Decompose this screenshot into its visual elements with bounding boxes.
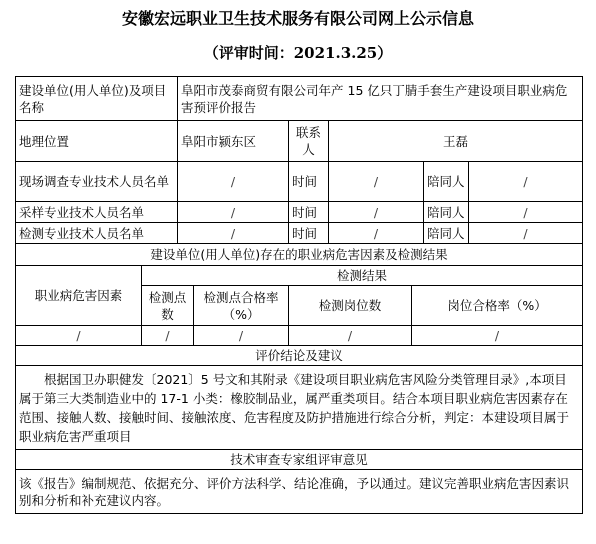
contact-label: 联系人: [289, 121, 329, 162]
conclusion-text: 根据国卫办职健发〔2021〕5 号文和其附录《建设项目职业病危害风险分类管理目录》,本项目属于第三大类制造业中的 17-1 小类：橡胶制品业，属严重类项目。结合本项目职业病危害因素存在范围、接触人数、接触时间、接触浓度、危害程度及防护措施进行综合分析，判定：本建设项目属于职业病危害严重项目: [16, 366, 583, 450]
location-label: 地理位置: [16, 121, 178, 162]
positions-cell: /: [289, 326, 412, 346]
review-title: 技术审查专家组评审意见: [16, 450, 583, 470]
review-section-row: [16, 450, 583, 470]
contact-value: 王磊: [329, 121, 583, 162]
survey-row: [16, 162, 583, 202]
testing-companion: /: [469, 223, 583, 244]
survey-time-label: 时间: [289, 162, 329, 202]
conclusion-title: 评价结论及建议: [16, 346, 583, 366]
survey-time: /: [329, 162, 424, 202]
conclusion-section-row: [16, 346, 583, 366]
project-label: 建设单位(用人单位)及项目名称: [16, 77, 178, 121]
conclusion-row: [16, 366, 583, 450]
factor-header: 职业病危害因素: [16, 266, 142, 326]
review-row: [16, 470, 583, 514]
project-value: 阜阳市茂泰商贸有限公司年产 15 亿只丁腈手套生产建设项目职业病危害预评价报告: [178, 77, 583, 121]
survey-companion-label: 陪同人: [424, 162, 469, 202]
review-text: 该《报告》编制规范、依据充分、评价方法科学、结论准确，予以通过。建议完善职业病危害因素识别和分析和补充建议内容。: [16, 470, 583, 514]
survey-label: 现场调查专业技术人员名单: [16, 162, 178, 202]
testing-label: 检测专业技术人员名单: [16, 223, 178, 244]
testing-row: [16, 223, 583, 244]
hazard-section-title: 建设单位(用人单位)存在的职业病危害因素及检测结果: [16, 244, 583, 266]
review-date: （评审时间：2021.3.25）: [203, 44, 393, 62]
survey-names: /: [178, 162, 289, 202]
point-rate-header: 检测点合格率（%）: [194, 286, 289, 326]
points-cell: /: [142, 326, 194, 346]
sampling-names: /: [178, 202, 289, 223]
info-table: [15, 76, 583, 514]
sampling-companion-label: 陪同人: [424, 202, 469, 223]
results-header: 检测结果: [142, 266, 583, 286]
factor-cell: /: [16, 326, 142, 346]
hazard-data-row: [16, 326, 583, 346]
points-header: 检测点数: [142, 286, 194, 326]
testing-time: /: [329, 223, 424, 244]
project-row: [16, 77, 583, 121]
hazard-section-row: [16, 244, 583, 266]
testing-companion-label: 陪同人: [424, 223, 469, 244]
location-row: [16, 121, 583, 162]
position-rate-cell: /: [412, 326, 583, 346]
positions-header: 检测岗位数: [289, 286, 412, 326]
survey-companion: /: [469, 162, 583, 202]
hazard-header-row-1: [16, 266, 583, 286]
sampling-time-label: 时间: [289, 202, 329, 223]
location-value: 阜阳市颍东区: [178, 121, 289, 162]
sampling-row: [16, 202, 583, 223]
sampling-companion: /: [469, 202, 583, 223]
sampling-time: /: [329, 202, 424, 223]
point-rate-cell: /: [194, 326, 289, 346]
testing-names: /: [178, 223, 289, 244]
sampling-label: 采样专业技术人员名单: [16, 202, 178, 223]
testing-time-label: 时间: [289, 223, 329, 244]
position-rate-header: 岗位合格率（%）: [412, 286, 583, 326]
page-title: 安徽宏远职业卫生技术服务有限公司网上公示信息: [121, 9, 474, 28]
